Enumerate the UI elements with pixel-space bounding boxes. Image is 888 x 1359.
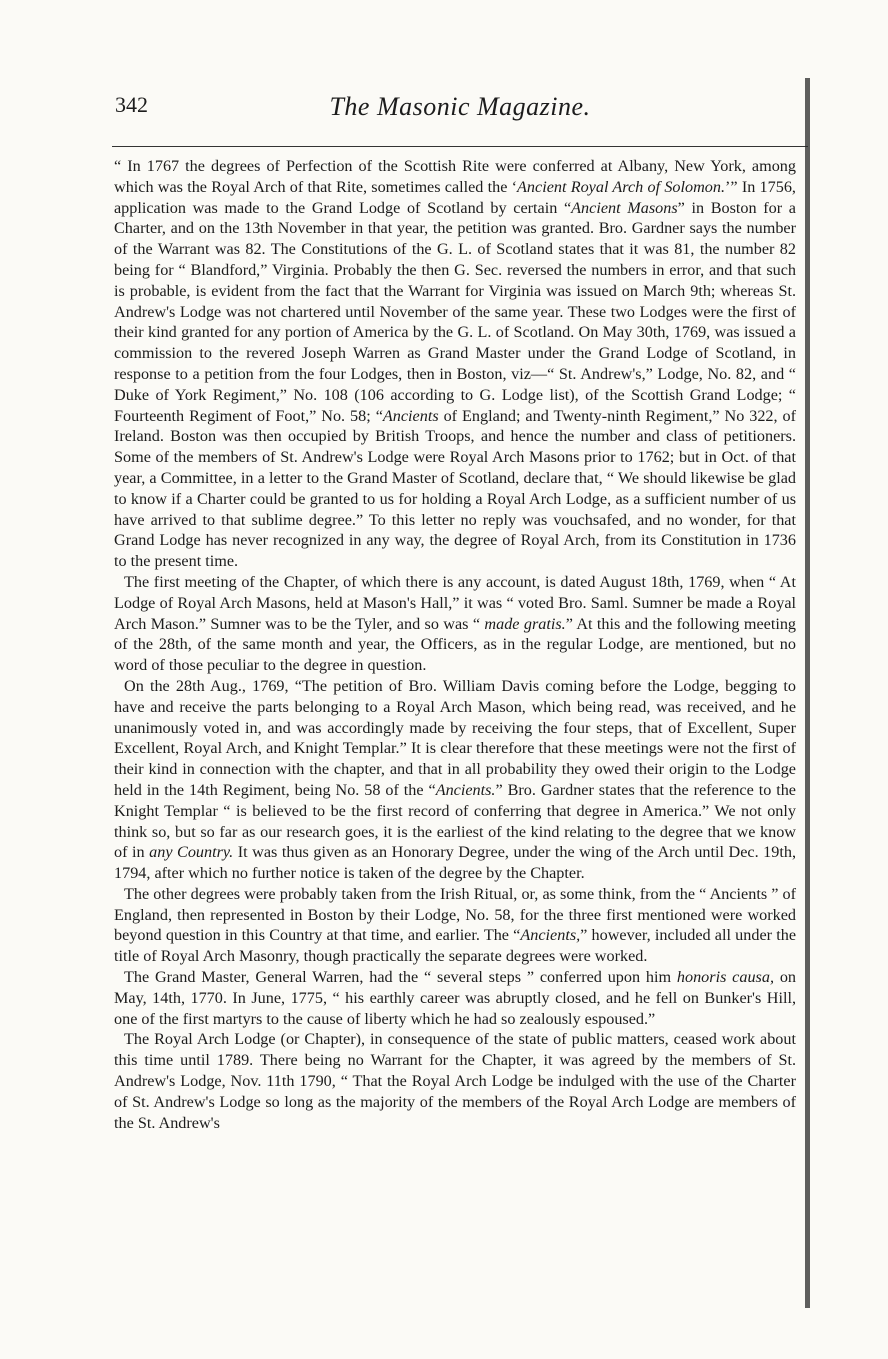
text-run: ” however, included all under the title of Royal Arch Masonry, though practically the separate degrees were worked. (114, 926, 797, 966)
page-spine-edge (805, 78, 810, 1308)
text-run: on May, 14th, 1770. In June, 1775, “ his earthly career was abruptly closed, and he fell on Bunker's Hill, one of the first martyrs to the cause of liberty which he had so zealously espoused.” (114, 968, 797, 1028)
paragraph-2 (114, 572, 796, 676)
italic-text: any Country. (149, 843, 234, 862)
text-run: ” Bro. Gardner states that the reference to the Knight Templar “ is believed to be the first record of conferring that degree in America.” We not only think so, but so far as our research goes, it is the earliest of the kind relating to the degree that we know of in (114, 780, 796, 862)
article-body (114, 156, 796, 1133)
text-run: The Royal Arch Lodge (or Chapter), in consequence of the state of public matters, ceased work about this time until 1789. There being no Warrant for the Chapter, it was agreed by the members of St. Andrew's Lodge, Nov. 11th 1790, “ That the Royal Arch Lodge be indulged with the use of the Charter of St. Andrew's Lodge so long as the majority of the members of the Royal Arch Lodge are members of the St. Andrew's (114, 1030, 796, 1132)
running-title: The Masonic Magazine. (329, 92, 591, 121)
text-run: ” in Boston for a Charter, and on the 13th November in that year, the petition was granted. Bro. Gardner says the number of the Warrant was 82. The Constitutions of the G. L. of Scotland states that it was 81, the number 82 being for “ Blandford,” Virginia. Probably the then G. Sec. reversed the numbers in error, and that such is probable, is evident from the fact that the Warrant for Virginia was issued on March 9th; whereas St. Andrew's Lodge was not chartered until November of the same year. These two Lodges were the first of their kind granted for any portion of America by the G. L. of Scotland. On May 30th, 1769, was issued a commission to the revered Joseph Warren as Grand Master under the Grand Lodge of Scotland, in response to a petition from the four Lodges, then in Boston, viz—“ St. Andrew's,” Lodge, No. 82, and “ Duke of York Regiment,” No. 108 (106 according to G. Lodge list), of the Scottish Grand Lodge; “ Fourteenth Regiment of Foot,” No. 58; “ (114, 198, 796, 425)
paragraph-3 (114, 676, 796, 884)
paragraph-5 (114, 967, 796, 1029)
text-run: “ In 1767 the degrees of Perfection of the Scottish Rite were conferred at Albany, New York, among which was the Royal Arch of that Rite, sometimes called the ‘ (114, 157, 796, 196)
text-run: The Grand Master, General Warren, had the “ several steps ” conferred upon him (124, 968, 677, 987)
running-header (115, 92, 805, 122)
italic-text: honoris causa, (676, 968, 774, 987)
italic-text: Ancients (382, 406, 439, 425)
paragraph-6 (114, 1029, 796, 1133)
text-run: ” At this and the following meeting of the 28th, of the same month and year, the Officers, as in the regular Lodge, are mentioned, but no word of those peculiar to the degree in question. (114, 614, 797, 675)
italic-text: Ancient Masons (571, 198, 678, 217)
paragraph-4 (114, 884, 796, 967)
italic-text: Ancient Royal Arch of Solomon. (517, 177, 726, 196)
text-run: On the 28th Aug., 1769, “The petition of Bro. William Davis coming before the Lodge, begging to have and receive the parts belonging to a Royal Arch Mason, which being read, was received, and he unanimously voted in, and was accordingly made by receiving the four steps, that of Excellent, Super Excellent, Royal Arch, and Knight Templar.” It is clear therefore that these meetings were not the first of their kind in connection with the chapter, and that in all probability they owed their origin to the Lodge held in the 14th Regiment, being No. 58 of the “ (114, 676, 796, 799)
italic-text: Ancients. (435, 780, 496, 799)
page-number: 342 (115, 92, 148, 117)
header-rule (112, 146, 808, 147)
text-run: The first meeting of the Chapter, of which there is any account, is dated August 18th, 1769, when “ At Lodge of Royal Arch Masons, held at Mason's Hall,” it was “ voted Bro. Saml. Sumner be made a Royal Arch Mason.” Sumner was to be the Tyler, and so was “ (114, 572, 796, 633)
italic-text: made gratis. (480, 614, 566, 633)
italic-text: Ancients, (520, 926, 581, 945)
paragraph-1 (114, 156, 796, 572)
text-run: It was thus given as an Honorary Degree, under the wing of the Arch until Dec. 19th, 1794, after which no further notice is taken of the degree by the Chapter. (114, 843, 796, 883)
text-run: ’” In 1756, application was made to the Grand Lodge of Scotland by certain “ (114, 177, 796, 217)
text-run: The other degrees were probably taken from the Irish Ritual, or, as some think, from the “ Ancients ” of England, then represented in Boston by their Lodge, No. 58, for the three first mentioned were worked beyond question in this Country at that time, and earlier. The “ (114, 884, 796, 945)
text-run: of England; and Twenty-ninth Regiment,” No 322, of Ireland. Boston was then occupied by British Troops, and hence the number and class of petitioners. Some of the members of St. Andrew's Lodge were Royal Arch Masons prior to 1762; but in Oct. of that year, a Committee, in a letter to the Grand Master of Scotland, declare that, “ We should likewise be glad to know if a Charter could be granted to us for holding a Royal Arch Lodge, as a sufficient number of us have arrived to that sublime degree.” To this letter no reply was vouchsafed, and no wonder, for that Grand Lodge has never recognized in any way, the degree of Royal Arch, from its Constitution in 1736 to the present time. (114, 406, 796, 571)
